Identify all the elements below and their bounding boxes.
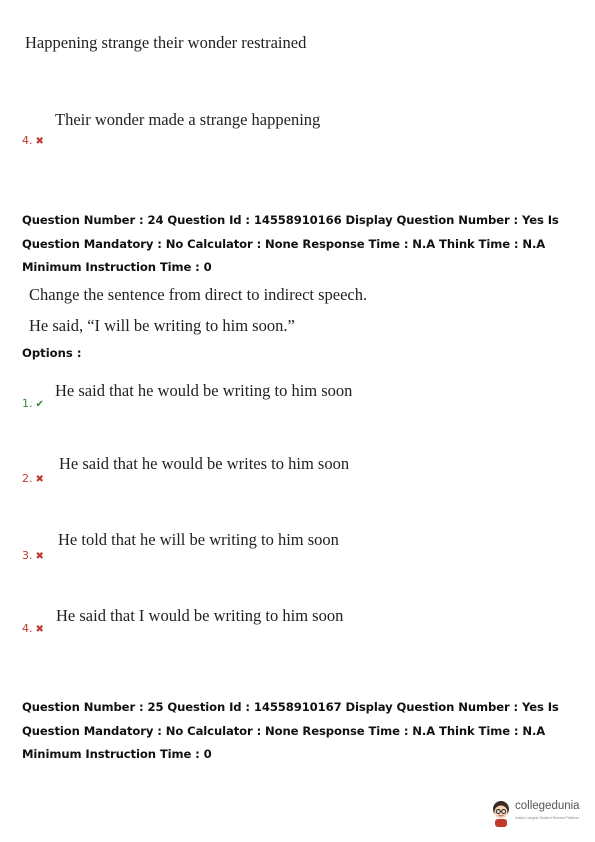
option-label: 1. [22,397,33,410]
option-2-number [22,472,44,485]
cross-icon: ✖ [35,474,44,485]
mascot-icon [490,799,512,829]
question-24-meta: Question Number : 24 Question Id : 14558910166 Display Question Number : Yes Is Question Mandatory : No Calculator : None Response Time : N.A Think Time : N.A Minimum Instruction Time : 0 [22,213,559,274]
prev-option-3-text: Happening strange their wonder restrained [25,33,307,52]
option-4-number [22,622,44,635]
option-3-number [22,549,44,562]
logo-name: collegedunia [515,800,580,812]
question-24-sentence: He said, “I will be writing to him soon.” [29,316,295,335]
question-25-meta: Question Number : 25 Question Id : 14558910167 Display Question Number : Yes Is Question Mandatory : No Calculator : None Response Time : N.A Think Time : N.A Minimum Instruction Time : 0 [22,700,559,761]
logo-tagline: India's Largest Student Review Platform [515,816,579,820]
option-1-text: He said that he would be writing to him soon [55,381,353,400]
cross-icon: ✖ [35,551,44,562]
question-24-instruction: Change the sentence from direct to indirect speech. [29,285,368,304]
option-1-number [22,397,44,410]
check-icon: ✔ [35,399,44,410]
option-label: 3. [22,549,33,562]
option-4-text: He said that I would be writing to him soon [56,606,344,625]
cross-icon: ✖ [35,624,44,635]
prev-option-4-text: Their wonder made a strange happening [55,110,321,129]
options-label: Options : [22,346,82,360]
option-label: 2. [22,472,33,485]
collegedunia-logo [490,797,585,831]
option-2-text: He said that he would be writes to him soon [59,454,350,473]
option-label: 4. [22,134,33,147]
option-label: 4. [22,622,33,635]
option-3-text: He told that he will be writing to him soon [58,530,339,549]
cross-icon: ✖ [35,136,44,147]
prev-option-4-number [22,134,44,147]
